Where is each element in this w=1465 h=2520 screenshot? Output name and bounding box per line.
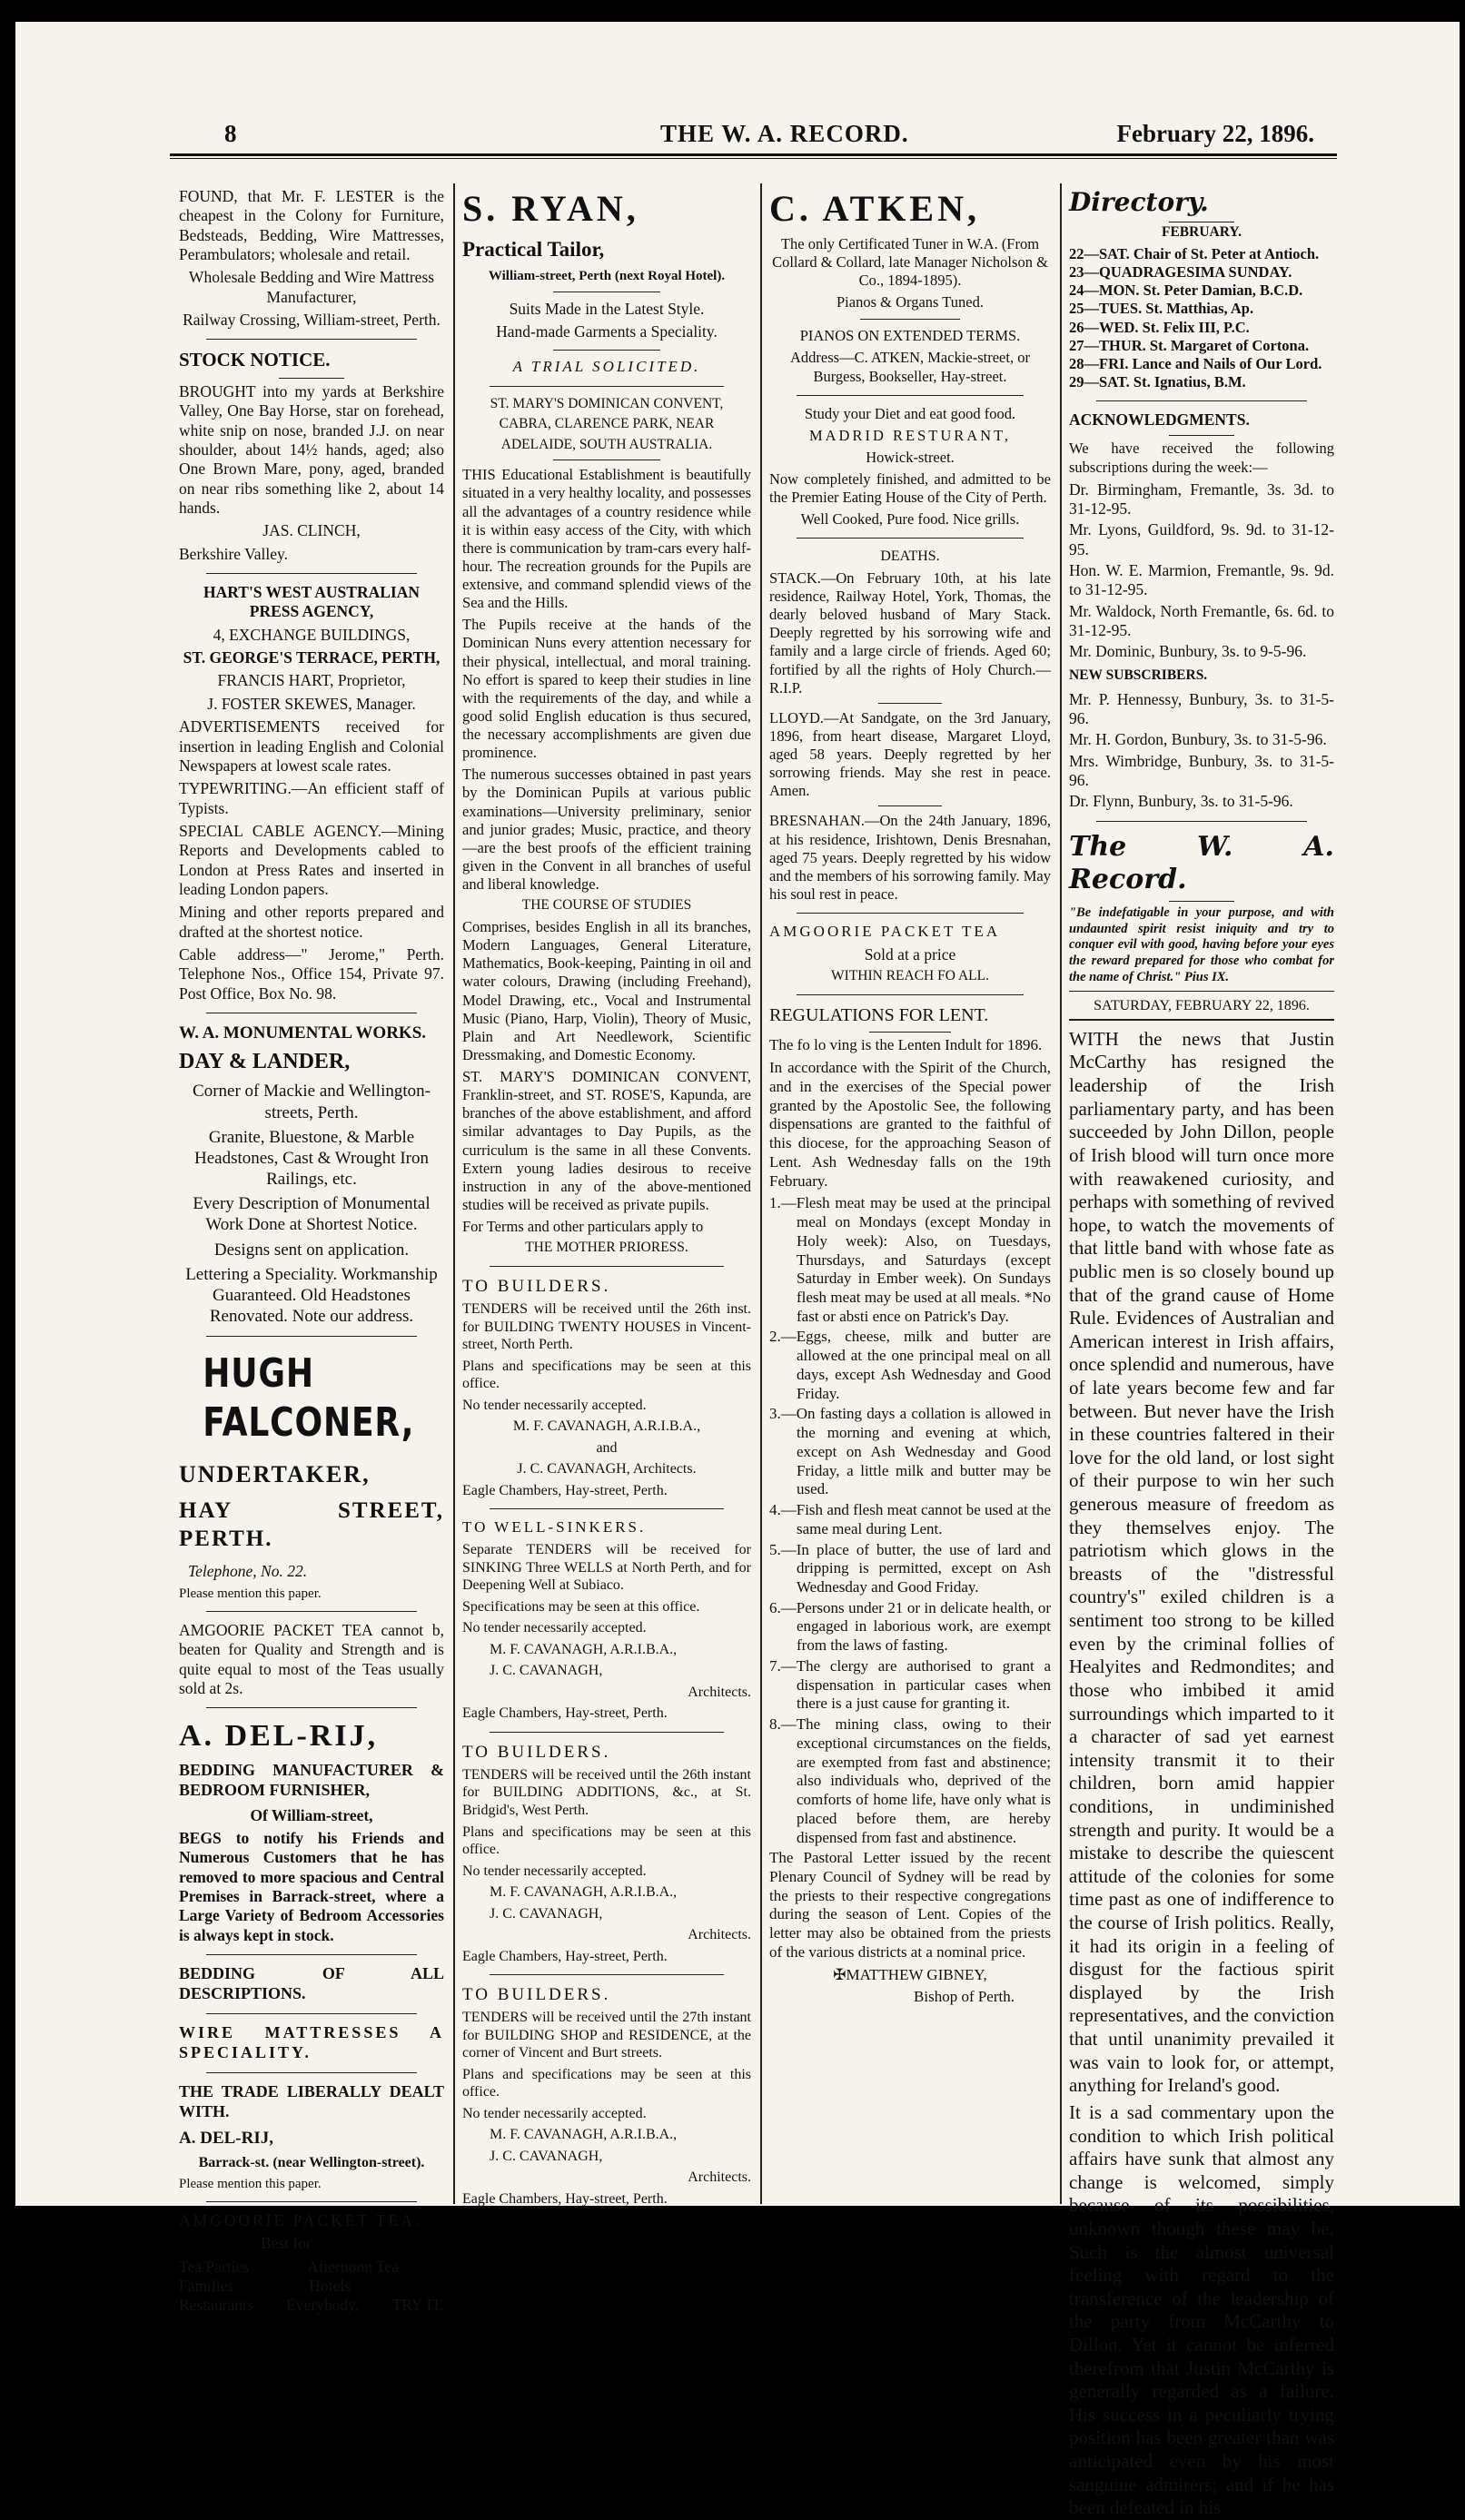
tender-heading: TO BUILDERS.: [462, 1277, 611, 1297]
ad-line: THE TRADE LIBERALLY DEALT WITH.: [179, 2081, 444, 2120]
tea-ad: AMGOORIE PACKET TEA cannot b, beaten for Quality and Strength and is quite equal to most of the Teas usually sold at 2s.: [179, 1621, 444, 1698]
ad-line: Eagle Chambers, Hay-street, Perth.: [462, 1705, 668, 1722]
ad-line: Barrack-st. (near Wellington-street).: [198, 2155, 425, 2171]
ad-line: Lettering a Speciality. Workmanship Guaranteed. Old Headstones Renovated. Note our address.: [185, 1264, 438, 1327]
divider: [1069, 1019, 1334, 1021]
ad-line: BEDDING MANUFACTURER & BEDROOM FURNISHER,: [179, 1760, 444, 1799]
month-heading: FEBRUARY.: [1161, 224, 1242, 241]
monumental-heading: W. A. MONUMENTAL WORKS.: [179, 1023, 427, 1043]
ad-line: and: [596, 1439, 618, 1456]
ad-line: Practical Tailor,: [462, 237, 605, 261]
ad-line: William-street, Perth (next Royal Hotel).: [488, 268, 726, 283]
lent-paragraph: In accordance with the Spirit of the Church, and in the exercises of the Special power granted by the Apostolic See, the following dispensations are granted to the faithful of this diocese, for the approaching Season of Lent. Ash Wednesday falls on the 19th February.: [769, 1059, 1051, 1190]
ad-line: M. F. CAVANAGH, A.R.I.B.A.,: [490, 1884, 678, 1901]
delrij-heading: A. DEL-RIJ,: [179, 1719, 379, 1754]
divider: [490, 1732, 724, 1733]
ad-line: Granite, Bluestone, & Marble Headstones, Cast & Wrought Iron Railings, etc.: [194, 1127, 429, 1190]
issue-date: February 22, 1896.: [1116, 120, 1314, 147]
ad-line: Wholesale Bedding and Wire Mattress Manufacturer,: [188, 268, 435, 306]
tea-ad-heading: AMGOORIE PACKET TEA.: [179, 2210, 422, 2229]
tender-paragraph: Specifications may be seen at this office.: [462, 1598, 700, 1615]
ad-line: J. C. CAVANAGH,: [490, 2148, 603, 2164]
acknowledgment-entry: Hon. W. E. Marmion, Fremantle, 9s. 9d. to 31-12-95.: [1069, 561, 1334, 599]
divider: [797, 913, 1024, 914]
lent-regulations-heading: REGULATIONS FOR LENT.: [769, 1005, 989, 1026]
divider: [553, 350, 660, 351]
divider: [206, 573, 417, 574]
convent-paragraph: Comprises, besides English in all its branches, Modern Languages, General Literature, Mathematics, Book-keeping, Painting in oil and water colours, Drawing (including Freehand), Model Drawing, etc., Vocal and Instrumental Music (Piano, Harp, Violin), Theory of Music, Plain and Art Needlework, Scientific Dressmaking, and Domestic Economy.: [462, 918, 751, 1063]
column-2: [462, 187, 751, 2207]
lent-rule: 1.—Flesh meat may be used at the principal meal on Mondays (except Monday in Holy week): Also, on Tuesdays, Thursdays, and Saturdays (except Saturday in Ember week). On Sundays flesh meat may be used at all meals. *No fast or absti ence on Patrick's Day.: [769, 1194, 1051, 1325]
ad-line: Everybody.: [286, 2296, 360, 2315]
directory-entry: 28—FRI. Lance and Nails of Our Lord.: [1069, 354, 1322, 372]
ad-line: M. F. CAVANAGH, A.R.I.B.A.,: [490, 2127, 678, 2143]
divider: [279, 378, 344, 379]
divider: [797, 538, 1024, 539]
telephone: Telephone, No. 22.: [188, 1562, 308, 1581]
ad-line: Address—C. ATKEN, Mackie-street, or Burgess, Bookseller, Hay-street.: [790, 349, 1030, 385]
ad-line: Corner of Mackie and Wellington-streets, Perth.: [193, 1082, 431, 1122]
ad-line: A. DEL-RIJ,: [179, 2128, 273, 2148]
acknowledgments-heading: ACKNOWLEDGMENTS.: [1069, 410, 1250, 430]
ad-line: The only Certificated Tuner in W.A. (From Collard & Collard, late Manager Nicholson & Co., 1894-1895).: [772, 234, 1048, 290]
acknowledgment-entry: Mr. Lyons, Guildford, 9s. 9d. to 31-12-95.: [1069, 520, 1334, 558]
address-heading: HAY STREET, PERTH.: [179, 1498, 444, 1551]
lent-rule: 6.—Persons under 21 or in delicate health, or engaged in laborious work, are exempt from the laws of fasting.: [769, 1598, 1051, 1655]
column-1: [179, 187, 444, 2315]
ad-line: M. F. CAVANAGH, A.R.I.B.A.,: [512, 1418, 701, 1435]
column-4: [1069, 187, 1334, 2519]
ad-line: Architects.: [688, 1927, 751, 1943]
ryan-heading: S. RYAN,: [462, 188, 639, 229]
ad-line: Designs sent on application.: [213, 1240, 410, 1260]
divider: [1169, 901, 1234, 902]
divider: [206, 1954, 417, 1955]
divider: [490, 1266, 724, 1267]
ad-line: Study your Diet and eat good food.: [804, 404, 1016, 422]
tender-paragraph: Plans and specifications may be seen at this office.: [462, 2066, 751, 2100]
divider: [1069, 991, 1334, 992]
divider: [206, 1707, 417, 1708]
aken-heading: C. ATKEN,: [769, 188, 980, 229]
lent-rule: 4.—Fish and flesh meat cannot be used at the same meal during Lent.: [769, 1501, 1051, 1537]
signature: JAS. CLINCH,: [262, 521, 361, 540]
convent-paragraph: ST. MARY'S DOMINICAN CONVENT, Franklin-street, and ST. ROSE'S, Kapunda, are branches of the above establishment, and afford similar advantages to Day Pupils, as the curriculum is the same in all these Convents. Extern young ladies desirous to receive instruction in any of the above-mentioned studies will be received as private pupils.: [462, 1068, 751, 1213]
ad-line: M. F. CAVANAGH, A.R.I.B.A.,: [490, 1641, 678, 1657]
directory-entry: 24—MON. St. Peter Damian, B.C.D.: [1069, 282, 1303, 300]
lent-paragraph: The fo lo ving is the Lenten Indult for 1896.: [769, 1036, 1043, 1054]
ad-line: TRY IT.: [391, 2296, 444, 2315]
divider: [490, 1508, 724, 1509]
tea-table-row: [179, 2277, 444, 2296]
ad-paragraph: Mining and other reports prepared and drafted at the shortest notice.: [179, 903, 444, 941]
divider: [490, 386, 724, 387]
hart-heading: HART'S WEST AUSTRALIAN PRESS AGENCY,: [203, 583, 420, 621]
tender-paragraph: Plans and specifications may be seen at this office.: [462, 1823, 751, 1858]
convent-heading: ADELAIDE, SOUTH AUSTRALIA.: [500, 437, 713, 453]
directory-entry: 23—QUADRAGESIMA SUNDAY.: [1069, 263, 1292, 282]
ad-line: BEDDING OF ALL DESCRIPTIONS.: [179, 1964, 444, 2003]
new-subscribers-list: [1069, 690, 1334, 812]
directory-heading: Directory.: [1069, 187, 1209, 217]
ad-line: Restaurants: [179, 2296, 253, 2315]
tender-paragraph: TENDERS will be received until the 26th instant for BUILDING ADDITIONS, &c., at St. Bridgid's, West Perth.: [462, 1766, 751, 1818]
ad-line: THE MOTHER PRIORESS.: [525, 1240, 688, 1256]
ad-line: WIRE MATTRESSES A SPECIALITY.: [179, 2023, 444, 2062]
bishop-signature: ✠MATTHEW GIBNEY,: [833, 1965, 987, 1983]
subscriber-entry: Dr. Flynn, Bunbury, 3s. to 31-5-96.: [1069, 792, 1293, 811]
ad-line: Well Cooked, Pure food. Nice grills.: [800, 510, 1020, 529]
hugh-falconer-heading: HUGH FALCONER,: [203, 1350, 415, 1446]
ad-line: ST. GEORGE'S TERRACE, PERTH,: [183, 648, 440, 667]
course-heading: THE COURSE OF STUDIES: [521, 897, 692, 914]
stock-notice-body: BROUGHT into my yards at Berkshire Valley, One Bay Horse, star on forehead, white snip on nose, branded J.J. on near shoulder, about 14½ hands, aged; also One Brown Mare, pony, aged, branded on near ribs something like 2, about 14 hands.: [179, 382, 444, 518]
newspaper-page: [15, 22, 1452, 2519]
ad-line: Of William-street,: [250, 1805, 373, 1824]
motto: "Be indefatigable in your purpose, and with undaunted spirit resist iniquity and try to conquer evil with good, having before your eyes the reward prepared for those who combat for the name of Christ." Pius IX.: [1069, 904, 1334, 984]
convent-heading: CABRA, CLARENCE PARK, NEAR: [499, 416, 715, 432]
death-notice: LLOYD.—At Sandgate, on the 3rd January, 1896, from heart disease, Margaret Lloyd, aged 58 years. Deeply regretted by her sorrowing friends. May she rest in peace. Amen.: [769, 708, 1051, 800]
convent-paragraph: For Terms and other particulars apply to: [462, 1218, 704, 1236]
ad-line: PIANOS ON EXTENDED TERMS.: [799, 327, 1021, 345]
tender-paragraph: Separate TENDERS will be received for SINKING Three WELLS at North Perth, and for Deepening Well at Subiaco.: [462, 1542, 751, 1594]
page-number: 8: [224, 120, 237, 147]
ad-paragraph: ADVERTISEMENTS received for insertion in leading English and Colonial Newspapers at lowest scale rates.: [179, 717, 444, 775]
ad-line: Eagle Chambers, Hay-street, Perth.: [462, 1482, 668, 1498]
header-rule: [170, 153, 1337, 156]
convent-heading: ST. MARY'S DOMINICAN CONVENT,: [490, 395, 724, 411]
directory-entry: 25—TUES. St. Matthias, Ap.: [1069, 300, 1254, 318]
tender-paragraph: No tender necessarily accepted.: [462, 1620, 647, 1636]
convent-paragraph: The Pupils receive at the hands of the Dominican Nuns every attention necessary for their physical, intellectual, and moral training. No effort is spared to keep their studies in line with the requirements of the day, and while a good solid English education is thus secured, the necessary accomplishments are given due prominence.: [462, 616, 751, 762]
ad-line: Architects.: [688, 1684, 751, 1700]
ad-line: Howick-street.: [866, 448, 955, 466]
acknowledgment-entry: Dr. Birmingham, Fremantle, 3s. 3d. to 31-12-95.: [1069, 479, 1334, 518]
ad-paragraph: Now completely finished, and admitted to be the Premier Eating House of the City of Perth.: [769, 470, 1051, 507]
ad-paragraph: SPECIAL CABLE AGENCY.—Mining Reports and Developments cabled to London at Press Rates and inserted in leading London papers.: [179, 821, 444, 898]
ad-line: Afternoon Tea: [307, 2257, 399, 2276]
divider: [797, 994, 1024, 995]
ad-line: Best for: [261, 2234, 312, 2253]
newspaper-title: THE W. A. RECORD.: [660, 120, 909, 147]
ad-line: Berkshire Valley.: [179, 544, 289, 563]
ad-line: Eagle Chambers, Hay-street, Perth.: [462, 2190, 668, 2207]
directory-entry: 22—SAT. Chair of St. Peter at Antioch.: [1069, 245, 1320, 263]
ad-paragraph: BEGS to notify his Friends and Numerous Customers that he has removed to more spacious and Central Premises in Barrack-street, where a Large Variety of Bedroom Accessories is always kept in stock.: [179, 1829, 444, 1944]
ad-line: Sold at a price: [864, 944, 956, 964]
ad-line: Hand-made Garments a Speciality.: [496, 322, 718, 341]
acknowledgment-entry: Mr. Waldock, North Fremantle, 6s. 6d. to 31-12-95.: [1069, 601, 1334, 640]
divider: [878, 805, 942, 806]
page-header: [170, 113, 1337, 149]
divider: [1096, 821, 1307, 822]
divider: [206, 2201, 417, 2202]
subscriber-entry: Mr. P. Hennessy, Bunbury, 3s. to 31-5-96.: [1069, 689, 1334, 727]
divider: [1096, 400, 1307, 401]
column-divider: [1060, 183, 1062, 2204]
column-3: [769, 187, 1051, 2199]
tender-paragraph: No tender necessarily accepted.: [462, 1863, 647, 1879]
found-ad: FOUND, that Mr. F. LESTER is the cheapest in the Colony for Furniture, Bedsteads, Bedding, Wire Mattresses, Perambulators; wholesale and retail.: [179, 187, 444, 264]
tea-table-row: [179, 2258, 444, 2277]
madrid-heading: MADRID RESTURANT,: [808, 426, 1012, 444]
directory-entry: 26—WED. St. Felix III, P.C.: [1069, 318, 1250, 336]
undertaker-heading: UNDERTAKER,: [179, 1460, 371, 1487]
divider: [1169, 435, 1234, 436]
subscriber-entry: Mrs. Wimbridge, Bunbury, 3s. to 31-5-96.: [1069, 751, 1334, 790]
acknowledgments-list: [1069, 480, 1334, 662]
tender-heading: TO BUILDERS.: [462, 1985, 611, 2005]
subscriber-entry: Mr. H. Gordon, Bunbury, 3s. to 31-5-96.: [1069, 730, 1327, 749]
ad-line: Hotels: [309, 2276, 351, 2295]
editorial-date: SATURDAY, FEBRUARY 22, 1896.: [1094, 998, 1310, 1014]
lent-paragraph: The Pastoral Letter issued by the recent Plenary Council of Sydney will be read by the priests to their respective congregations during the season of Lent. Copies of the letter may also be obtained from the priests of the various districts at a nominal price.: [769, 1849, 1051, 1961]
tender-heading: TO WELL-SINKERS.: [462, 1518, 647, 1537]
lent-rule: 8.—The mining class, owing to their exceptional circumstances on the fields, are exempted from fast and abstinence; also individuals who, deprived of the comforts of home life, have only what is placed before them, are hereby dispensed from fast and abstinence.: [769, 1715, 1051, 1846]
masthead: The W. A. Record.: [1069, 830, 1334, 896]
directory-entry: 29—SAT. St. Ignatius, B.M.: [1069, 372, 1246, 390]
ad-line: Tea Parties: [179, 2257, 250, 2276]
column-divider: [453, 183, 455, 2204]
tender-paragraph: Plans and specifications may be seen at this office.: [462, 1358, 751, 1392]
ad-paragraph: Cable address—" Jerome," Perth. Telephone Nos., Office 154, Private 97. Post Office, Box No. 98.: [179, 944, 444, 1003]
acknowledgment-entry: Mr. Dominic, Bunbury, 3s. to 9-5-96.: [1069, 642, 1307, 661]
tender-paragraph: No tender necessarily accepted.: [462, 2105, 647, 2121]
new-subscribers-heading: NEW SUBSCRIBERS.: [1069, 667, 1208, 683]
ad-line: A TRIAL SOLICITED.: [512, 357, 701, 375]
divider: [206, 2072, 417, 2073]
ad-line: WITHIN REACH FO ALL.: [831, 968, 989, 984]
tender-heading: TO BUILDERS.: [462, 1742, 611, 1762]
ad-line: Every Description of Monumental Work Done at Shortest Notice.: [193, 1194, 431, 1235]
editorial-paragraph: WITH the news that Justin McCarthy has resigned the leadership of the Irish parliamentary party, and has been succeeded by John Dillon, people of Irish blood will turn once more with reawakened curiosity, and perhaps with something of revived hope, to watch the movements of that little band with whose fate as public men is so closely bound up that of the grand cause of Home Rule. Evidences of Australian and American interest in Irish affairs, once splendid and numerous, have of late years become few and far between. But never have the Irish in these countries faltered in their love for the old land, or lost sight of their purpose to win her such generous measure of freedom as they themselves enjoy. The patriotism which glows in the breasts of the "distressful country's" exiled children is a sentiment too strong to be killed even by the criminal follies of Healyites and Redmondites; and those who imbibed it amid surroundings which imparted to it a character of sad yet earnest intensity transmit it to their children, born amid happier conditions, in undiminished strength and purity. It would be a mistake to describe the quiescent attitude of the colonies for some time past as one of indifference to the course of Irish politics. Really, it had its origin in a feeling of disgust for the factious spirit displayed by the Irish representatives, and the conviction that until unanimity prevailed it was vain to look for, or attempt, anything for Ireland's good.: [1069, 1027, 1334, 2097]
bishop-title: Bishop of Perth.: [914, 1988, 1015, 2006]
scan-edge: [1452, 22, 1460, 2206]
ad-line: Please mention this paper.: [179, 1586, 322, 1601]
ad-line: Pianos & Organs Tuned.: [836, 293, 984, 311]
stock-notice-heading: STOCK NOTICE.: [179, 349, 331, 371]
tea-ad-heading: AMGOORIE PACKET TEA: [769, 923, 1001, 941]
column-divider: [760, 183, 762, 2204]
divider: [206, 1336, 417, 1337]
lent-rule: 2.—Eggs, cheese, milk and butter are allowed at the one principal meal on all days, except Ash Wednesday and Good Friday.: [769, 1328, 1051, 1402]
tender-paragraph: TENDERS will be received until the 26th inst. for BUILDING TWENTY HOUSES in Vincent-street, North Perth.: [462, 1301, 751, 1353]
ad-line: Suits Made in the Latest Style.: [509, 300, 705, 319]
lent-rule: 3.—On fasting days a collation is allowed in the morning and evening at which, except on Ash Wednesday and Good Friday, a little milk and butter may be used.: [769, 1405, 1051, 1498]
editorial-paragraph: It is a sad commentary upon the condition to which Irish political affairs have sunk that almost any change is welcomed, simply because of its possibilities, unknown though these may be. Such is the almost universal feeling with regard to the transference of the leadership of the party from McCarthy to Dillon. Yet it cannot be inferred therefrom that Justin McCarthy is generally regarded as a failure. His success in a peculiarly trying position has been greater than was anticipated even by his most sanguine admirers; and if he has been defeated in his: [1069, 2100, 1334, 2519]
ad-line: Please mention this paper.: [179, 2176, 322, 2191]
divider: [206, 339, 417, 340]
ad-paragraph: TYPEWRITING.—An efficient staff of Typists.: [179, 779, 444, 817]
ad-line: 4, EXCHANGE BUILDINGS,: [213, 625, 411, 644]
ad-line: Railway Crossing, William-street, Perth.: [183, 311, 440, 330]
ad-line: Architects.: [688, 2169, 751, 2186]
divider: [869, 1032, 951, 1033]
ad-line: Families: [179, 2276, 234, 2295]
convent-paragraph: The numerous successes obtained in past years by the Dominican Pupils at various public examinations—University preliminary, senior and junior grades; Music, practice, and theory—are the best proofs of the efficient training given in the Convent in all branches of useful and liberal knowledge.: [462, 766, 751, 894]
ad-line: J. FOSTER SKEWES, Manager.: [207, 694, 416, 713]
firm-name: DAY & LANDER,: [179, 1050, 351, 1074]
divider: [206, 2013, 417, 2014]
tender-paragraph: No tender necessarily accepted.: [462, 1397, 647, 1413]
ad-line: Eagle Chambers, Hay-street, Perth.: [462, 1948, 668, 1964]
convent-paragraph: THIS Educational Establishment is beautifully situated in a very healthy locality, and possesses all the advantages of a country residence while it is within easy access of the City, with which there is communication by tram-cars every half-hour. The recreation grounds for the Pupils are extensive, and command splendid views of the Sea and the Hills.: [462, 466, 751, 612]
death-notice: BRESNAHAN.—On the 24th January, 1896, at his residence, Irishtown, Denis Bresnahan, aged 75 years. Deeply regretted by his widow and the members of his sorrowing family. May his soul rest in peace.: [769, 812, 1051, 903]
divider: [860, 319, 960, 320]
divider: [490, 1974, 724, 1975]
lent-rule: 5.—In place of butter, the use of lard and dripping is permitted, except on Ash Wednesday and Good Friday.: [769, 1540, 1051, 1596]
ad-line: J. C. CAVANAGH, Architects.: [517, 1461, 697, 1477]
lent-rule: 7.—The clergy are authorised to grant a dispensation in particular cases when there is a just cause for granting it.: [769, 1656, 1051, 1713]
ad-line: J. C. CAVANAGH,: [490, 1905, 603, 1922]
ad-line: J. C. CAVANAGH,: [490, 1663, 603, 1679]
tea-table-row: [179, 2296, 444, 2315]
ad-line: FRANCIS HART, Proprietor,: [217, 671, 406, 690]
acknowledgments-intro: We have received the following subscriptions during the week:—: [1069, 440, 1334, 476]
deaths-heading: DEATHS.: [880, 548, 940, 565]
divider: [878, 703, 942, 704]
directory-entry: 27—THUR. St. Margaret of Cortona.: [1069, 336, 1310, 354]
directory-list: [1069, 245, 1334, 391]
tender-paragraph: TENDERS will be received until the 27th instant for BUILDING SHOP and RESIDENCE, at the corner of Vincent and Burt streets.: [462, 2010, 751, 2061]
header-rule-thin: [170, 158, 1337, 159]
divider: [206, 1611, 417, 1612]
divider: [797, 395, 1024, 396]
death-notice: STACK.—On February 10th, at his late residence, Railway Hotel, York, Thomas, the dearly beloved husband of Mary Stack. Deeply regretted by his sorrowing wife and family and a large circle of friends. Aged 60; fortified by all the rights of Holy Church.—R.I.P.: [769, 568, 1051, 697]
